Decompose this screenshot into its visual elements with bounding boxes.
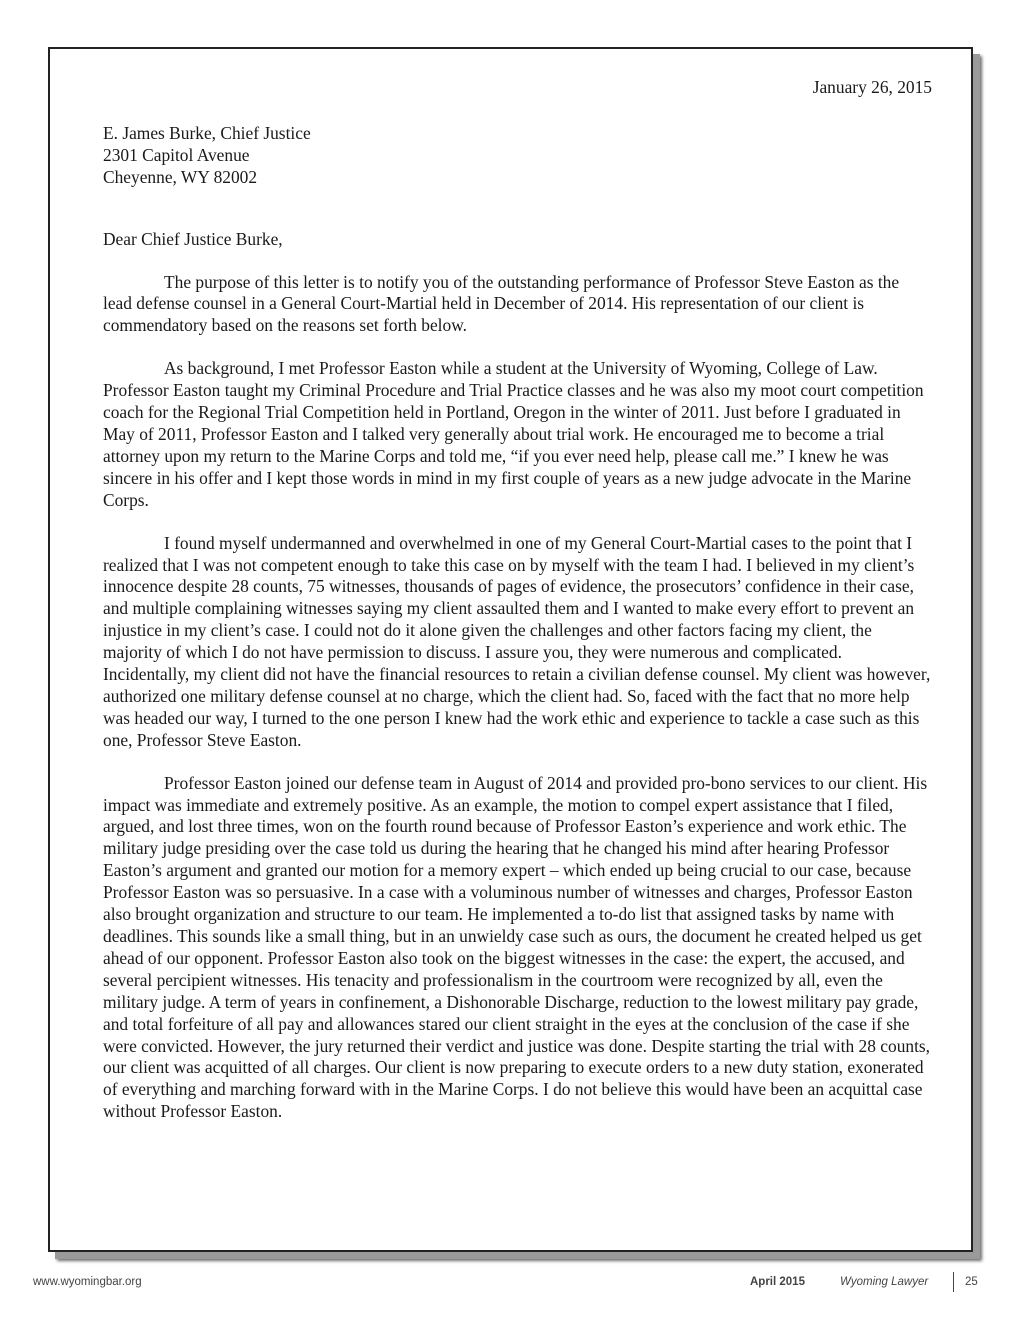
paragraph-background: As background, I met Professor Easton while a student at the University of Wyoming, College of Law. Professor Easton taught my Criminal Procedure and Trial Practice classes and he was also my moot court competition coach for the Regional Trial Competition held in Portland, Oregon in the winter of 2011. Just before I graduated in May of 2011, Professor Easton and I talked very generally about trial work. He encouraged me to become a trial attorney upon my return to the Marine Corps and told me, “if you ever need help, please call me.” I knew he was sincere in his offer and I kept those words in mind in my first couple of years as a new judge advocate in the Marine Corps.	[103, 358, 924, 510]
paragraph-impact: Professor Easton joined our defense team in August of 2014 and provided pro-bono services to our client. His impact was immediate and extremely positive. As an example, the motion to compel expert assistance that I filed, argued, and lost three times, won on the fourth round because of Professor Easton’s experience and work ethic. The military judge presiding over the case told us during the hearing that he changed his mind after hearing Professor Easton’s argument and granted our motion for a memory expert – which ended up being crucial to our case, because Professor Easton was so persuasive. In a case with a voluminous number of witnesses and charges, Professor Easton also brought organization and structure to our team. He implemented a to-do list that assigned tasks by name with deadlines. This sounds like a small thing, but in an unwieldy case such as ours, the document he created helped us get ahead of our opponent. Professor Easton also took on the biggest witnesses in the case: the expert, the accused, and several percipient witnesses. His tenacity and professionalism in the courtroom were recognized by all, even the military judge. A term of years in confinement, a Dishonorable Discharge, reduction to the lowest military pay grade, and total forfeiture of all pay and allowances stared our client straight in the eyes at the conclusion of the case if she were convicted. However, the jury returned their verdict and justice was done. Despite starting the trial with 28 counts, our client was acquitted of all charges. Our client is now preparing to execute orders to a new duty station, exonerated of everything and marching forward with in the Marine Corps. I do not believe this would have been an acquittal case without Professor Easton.	[103, 772, 931, 1122]
letter-date: January 26, 2015	[812, 77, 932, 97]
page-footer	[0, 1274, 1024, 1294]
footer-issue-date: April 2015	[750, 1276, 805, 1288]
paragraph-case: I found myself undermanned and overwhelmed in one of my General Court-Martial cases to the point that I realized that I was not competent enough to take this case on by myself with the team I had. I believed in my client’s innocence despite 28 counts, 75 witnesses, thousands of pages of evidence, the prosecutors’ confidence in their case, and multiple complaining witnesses saying my client assaulted them and I wanted to make every effort to prevent an injustice in my client’s case. I could not do it alone given the challenges and other factors facing my client, the majority of which I do not have permission to discuss. I assure you, they were numerous and complicated. Incidentally, my client did not have the financial resources to retain a civilian defense counsel. My client was however, authorized one military defense counsel at no charge, which the client had. So, faced with the fact that no more help was headed our way, I turned to the one person I knew had the work ethic and experience to tackle a case such as this one, Professor Steve Easton.	[103, 532, 931, 750]
address-line-name: E. James Burke, Chief Justice	[103, 122, 311, 143]
footer-page-number: 25	[965, 1276, 978, 1288]
paragraph-purpose: The purpose of this letter is to notify you of the outstanding performance of Professor Steve Easton as the lead defense counsel in a General Court-Martial held in December of 2014. His representation of our client is commendatory based on the reasons set forth below.	[103, 271, 900, 336]
address-line-city: Cheyenne, WY 82002	[103, 166, 258, 187]
address-line-street: 2301 Capitol Avenue	[103, 144, 250, 165]
salutation: Dear Chief Justice Burke,	[103, 228, 283, 249]
recipient-address	[103, 123, 932, 189]
letter-body	[103, 77, 932, 1123]
footer-magazine-title: Wyoming Lawyer	[840, 1276, 929, 1288]
letter-frame	[48, 47, 973, 1252]
footer-website-link[interactable]: www.wyomingbar.org	[33, 1276, 142, 1288]
footer-divider	[953, 1272, 954, 1292]
